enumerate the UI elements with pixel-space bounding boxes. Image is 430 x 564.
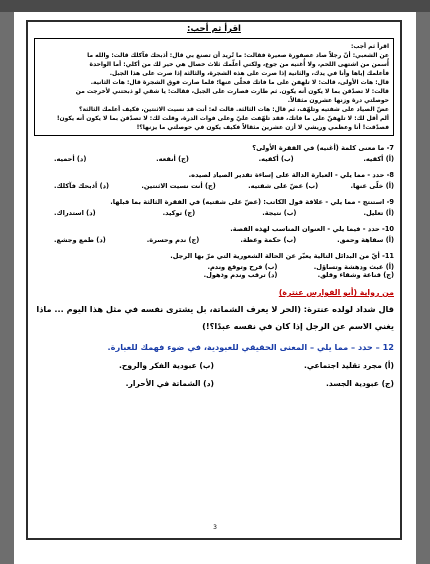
- passage-title: اقرأ ثم أجب:: [350, 43, 389, 50]
- option: (ج) ندم وحسرة.: [146, 236, 200, 244]
- option: (ج) أنفعه.: [156, 155, 189, 163]
- option: (د) الشماتة في الأحرار.: [125, 379, 214, 388]
- question-9: [34, 197, 394, 217]
- question-stem: 7- ما معنى كلمة (أغنيه) في الفقرة الأولى؟: [252, 144, 394, 152]
- option: (ج) توكيد.: [162, 209, 196, 217]
- option: (أ) عبث ودهشة وتساؤل.: [313, 263, 394, 271]
- option: (أ) مجرد تقليد اجتماعي.: [303, 361, 394, 370]
- passage-line: ألم أقل لك: لا تلهفنّ على ما فاتك، فقد تلهّفت عليّ وعلى فوات الدرة، وقلت لك: لا تصدّقن بما لا يكون أنه يكون!: [56, 115, 389, 122]
- option: (ب) عضّ على شفتيه.: [248, 182, 319, 190]
- question-options: [34, 209, 394, 217]
- option: (أ) تعليل.: [363, 209, 394, 217]
- section-heading: اقرأ ثم أجب:: [187, 24, 241, 34]
- option: (ج) أنت نسيت الاثنتين.: [141, 182, 216, 190]
- question-stem: 11- أيّ من البدائل التالية يعبّر عن الحالة الشعورية التي مرّ بها الرجل.: [170, 252, 394, 260]
- option: (ب) نتيجة.: [262, 209, 297, 217]
- page-content: [34, 24, 394, 388]
- question-stem: 8- حدد - مما يلي - العبارة الدالة على إساءة تقدير الصياد لصيده.: [188, 171, 394, 179]
- question-options: [34, 236, 394, 244]
- question-options: [34, 182, 394, 190]
- novel-section-title: من رواية (أبو الفوارس عنترة): [278, 288, 394, 297]
- option: (د) ترقب وندم وذهول.: [203, 271, 278, 279]
- option: (ج) عبودية الجسد.: [325, 379, 394, 388]
- question-12-stem: 12 – حدد – مما يلي – المعنى الحقيقي للعبودية، في ضوء فهمك للعبارة.: [107, 342, 394, 352]
- question-options: [34, 155, 394, 163]
- question-11: [34, 251, 394, 279]
- passage-line: حوصلتي درة وزنها عشرون مثقالاً.: [287, 97, 389, 104]
- option: (د) استدراك.: [54, 209, 96, 217]
- option: (ب) عبودية الفكر والروح.: [119, 361, 214, 370]
- passage-line: فأعلمك إياها وأنا في يدك، والثانية إذا صرت على هذه الشجرة، والثالثة إذا صرت على هذا الجبل.: [109, 70, 389, 77]
- option: (د) أذبحك فآكلك.: [54, 182, 109, 190]
- page-number: 3: [213, 524, 217, 531]
- question-12-options: [34, 361, 394, 388]
- option: (ج) قناعة وشقاء وقلق.: [317, 271, 394, 279]
- passage-line: قال: هات الأولى، قالت: لا تلهفن على ما فاتك فخلّى عنها؛ فلما صارت فوق الشجرة قال: هات الثانية.: [90, 79, 389, 86]
- passage-line: أُسمن من اشتهى اللحم، ولا أُغنيه من جوع، ولكني أعلّمك ثلاث خصال هي خير لك من أكلي: أما الواحدة: [89, 61, 389, 68]
- passage-line: عن الشعبي: أنّ رجلاً صاد عصفورة صغيرة فقالت: ما تُريد أن تصنع بي قال: أذبحك فآكلك قالت: والله ما: [87, 52, 389, 59]
- question-options: [171, 263, 394, 279]
- question-stem: 10- حدد - فيما يلي - العنوان المناسب لهذه القصة.: [230, 225, 394, 233]
- passage-line: قالت: لا تصدّقن بما لا يكون أنه يكون. ثم طارت فصارت على الجبل، فقالت: يا شقي لو ذبحتني لأخرجت من: [75, 88, 389, 95]
- option: (د) أحميه.: [54, 155, 87, 163]
- option: (ب) أكفيه.: [258, 155, 294, 163]
- question-8: [34, 170, 394, 190]
- novel-quote: قال شداد لولده عنترة: (الحر لا يعرف الشماتة، بل يشترى نفسه في مثل هذا اليوم ... ماذا يغني الاسم عن الرجل إذا كان في نفسه عبدًا؟!): [36, 304, 394, 331]
- question-7: [34, 143, 394, 163]
- reading-passage: [34, 38, 394, 136]
- option: (أ) خلّى عنها.: [350, 182, 394, 190]
- option: (أ) أكفيه.: [363, 155, 394, 163]
- passage-line: عضّ الصياد على شفتيه وتلهّف، ثم قال: هات الثالثة. قالت له: أنت قد نسيت الاثنتين، فكيف أعلمك الثالثة؟: [79, 106, 389, 113]
- viewer-toolbar-strip: [0, 0, 430, 12]
- option: (ب) حكمة وعظة.: [240, 236, 297, 244]
- option: (د) طمع وجشع.: [54, 236, 106, 244]
- question-10: [34, 224, 394, 244]
- option: (أ) سفاهة وحمق.: [337, 236, 394, 244]
- option: (ب) فرح وتوقع وندم.: [207, 263, 278, 271]
- passage-line: فصدّقت! أنا وعظمي وريشي لا أزن عشرين مثقالاً فكيف يكون في حوصلتي ما يزنها؟!: [136, 124, 389, 131]
- document-page: [14, 12, 416, 564]
- question-stem: 9- استنتج - مما يلي - علاقة قول الكاتب: (عضّ على شفتيه) في الفقرة الثالثة بما قبلها.: [110, 198, 394, 206]
